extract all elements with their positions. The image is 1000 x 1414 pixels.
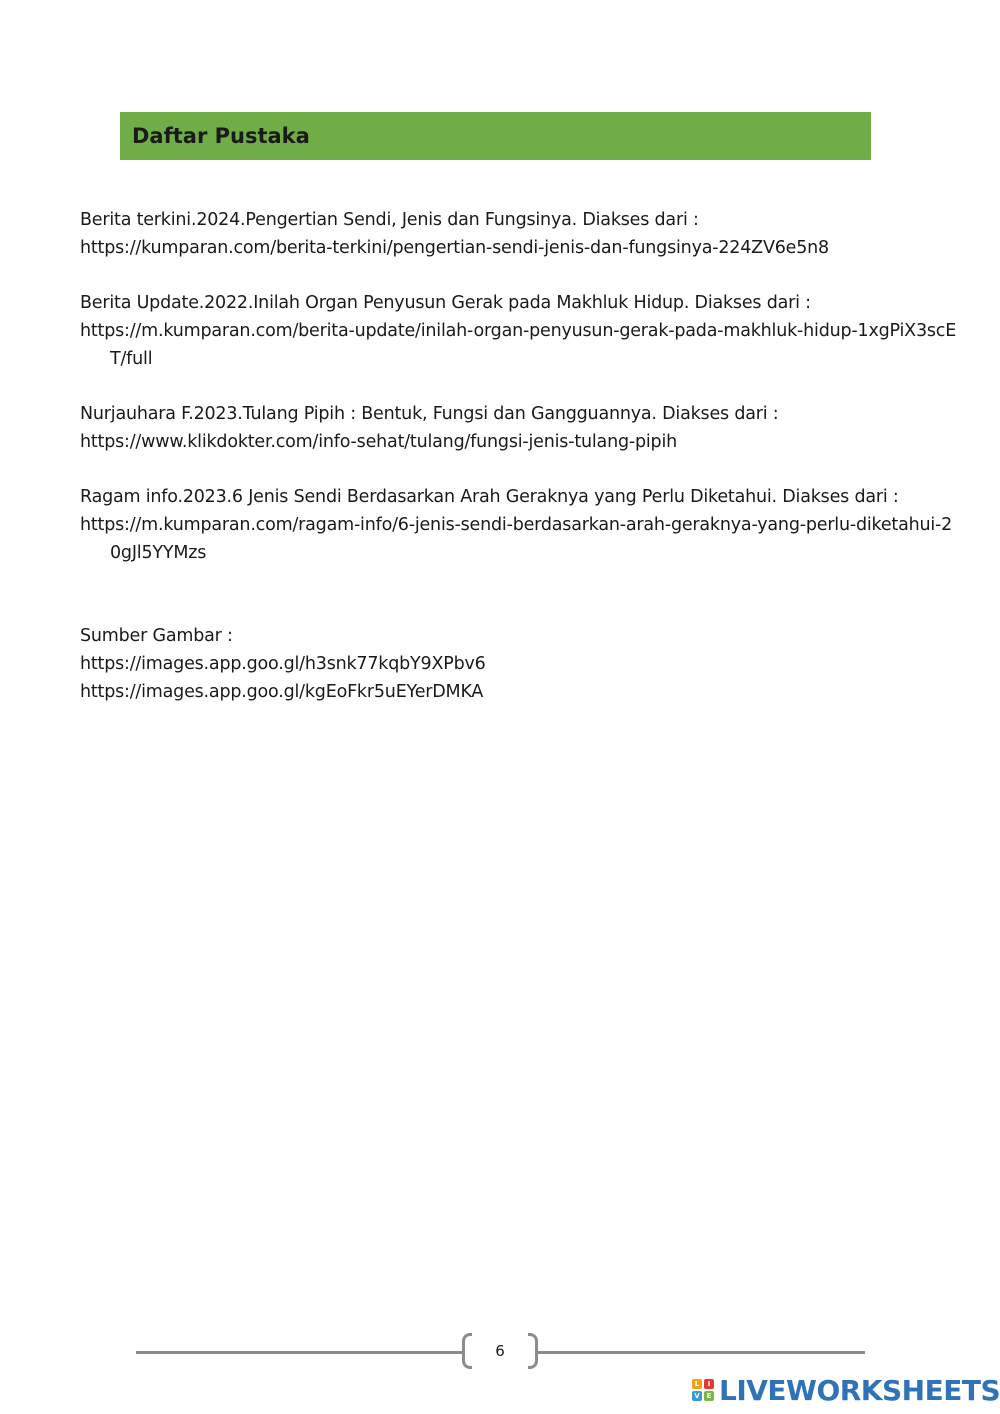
image-sources-label: Sumber Gambar : [80,626,233,646]
reference-citation: Ragam info.2023.6 Jenis Sendi Berdasarkan Arah Geraknya yang Perlu Diketahui. Diakses dari : [80,487,899,507]
reference-citation: Nurjauhara F.2023.Tulang Pipih : Bentuk, Fungsi dan Gangguannya. Diakses dari : [80,404,779,424]
reference-url[interactable]: https://kumparan.com/berita-terkini/pengertian-sendi-jenis-dan-fungsinya-224ZV6e5n8 [80,238,829,258]
reference-url[interactable]: https://m.kumparan.com/ragam-info/6-jenis-sendi-berdasarkan-arah-geraknya-yang-perlu-diketahui-20gJl5YYMzs [80,515,953,563]
logo-tile: I [704,1379,714,1389]
page-number-box [462,1333,538,1371]
section-heading-bar [120,112,871,160]
image-sources [80,622,486,706]
page-title: Daftar Pustaka [132,124,310,148]
image-source-url[interactable]: https://images.app.goo.gl/kgEoFkr5uEYerDMKA [80,682,484,702]
logo-tile: L [692,1379,702,1389]
footer-divider-right [536,1351,865,1354]
logo-tile: V [692,1391,702,1401]
liveworksheets-brand[interactable] [692,1373,1000,1407]
reference-url[interactable]: https://m.kumparan.com/berita-update/inilah-organ-penyusun-gerak-pada-makhluk-hidup-1xgPiX3scET/full [80,321,957,369]
reference-item [80,206,960,262]
reference-citation: Berita Update.2022.Inilah Organ Penyusun Gerak pada Makhluk Hidup. Diakses dari : [80,293,811,313]
reference-item [80,289,960,373]
page-number: 6 [495,1342,505,1360]
reference-item [80,400,960,456]
footer-divider-left [136,1351,464,1354]
reference-list [80,206,960,594]
reference-citation: Berita terkini.2024.Pengertian Sendi, Jenis dan Fungsinya. Diakses dari : [80,210,699,230]
logo-tile: E [704,1391,714,1401]
reference-url[interactable]: https://www.klikdokter.com/info-sehat/tulang/fungsi-jenis-tulang-pipih [80,432,678,452]
image-source-url[interactable]: https://images.app.goo.gl/h3snk77kqbY9XPbv6 [80,654,486,674]
liveworksheets-logo-icon [692,1379,714,1401]
reference-item [80,483,960,567]
brand-text: LIVEWORKSHEETS [719,1373,1000,1407]
